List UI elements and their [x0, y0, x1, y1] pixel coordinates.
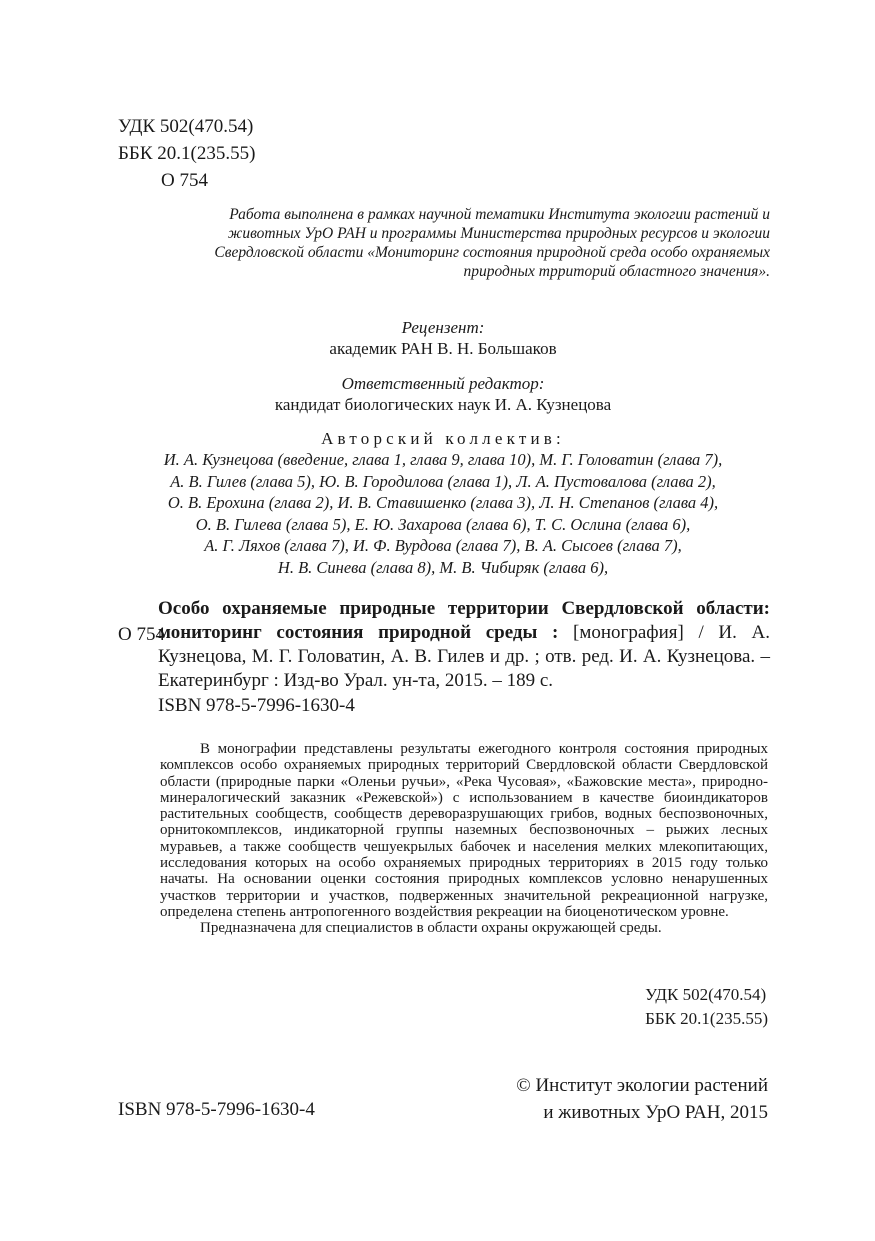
- author-line: О. В. Гилева (глава 5), Е. Ю. Захарова (глава 6), Т. С. Ослина (глава 6),: [195, 514, 691, 534]
- footer-isbn: ISBN 978-5-7996-1630-4: [118, 1099, 315, 1120]
- bibliographic-record: [118, 597, 770, 718]
- bib-entry: [158, 597, 770, 693]
- author-mark: О 754: [161, 170, 208, 191]
- bottom-bbk-code: ББК 20.1(235.55): [645, 1009, 768, 1028]
- reviewer-name: академик РАН В. Н. Большаков: [329, 339, 557, 358]
- abstract-paragraph: В монографии представлены результаты ежегодного контроля состояния природных комплексов особо охраняемых природных территорий Свердловской области Свердловской области (природные парки «Оленьи ручьи», «Река Чусовая», «Бажовские места», природно-минералогический заказник «Режевской») с использованием в качестве биоиндикаторов растительных сообществ, сообществ дереворазрушающих грибов, водных беспозвоночных, орнитокомплексов, индикаторной группы наземных беспозвоночных – рыжих лесных муравьев, а также сообществ чешуекрылых бабочек и населения мелких млекопитающих, исследования которых на особо охраняемых природных территориях в 2015 году только начаты. На основании оценки состояния природных комплексов условно ненарушенных участков территории и участков, подверженных значительной рекреационной нагрузке, определена степень антропогенного воздействия рекреации на биоценотическом уровне.: [160, 741, 768, 920]
- reviewer-block: [118, 317, 768, 359]
- author-line: О. В. Ерохина (глава 2), И. В. Ставишенко (глава 3), Л. Н. Степанов (глава 4),: [167, 493, 719, 512]
- classification-block: [118, 113, 255, 194]
- funding-note: Работа выполнена в рамках научной тематики Института экологии растений и животных УрО РАН и программы Министерства природных ресурсов и экологии Свердловской области «Мониторинг состояния природной среда особо охраняемых природных трриторий областного значения».: [214, 206, 770, 280]
- bib-isbn: ISBN 978-5-7996-1630-4: [158, 695, 355, 716]
- author-line: Н. В. Синева (глава 8), М. В. Чибиряк (глава 6),: [277, 557, 609, 577]
- bib-title: Особо охраняемые природные территории Свердловской области: мониторинг состояния природной среды :: [158, 598, 770, 643]
- authors-collective: [118, 428, 768, 578]
- abstract: [160, 741, 768, 937]
- reviewer-label: Рецензент:: [401, 318, 485, 337]
- bbk-code: ББК 20.1(235.55): [118, 143, 256, 164]
- author-line: А. В. Гилев (глава 5), Ю. В. Городилова (глава 1), Л. А. Пустовалова (глава 2),: [170, 471, 716, 491]
- author-line: И. А. Кузнецова (введение, глава 1, глава 9, глава 10), М. Г. Головатин (глава 7),: [163, 450, 723, 469]
- bib-author-mark: О 754: [118, 624, 165, 645]
- udk-code: УДК 502(470.54): [118, 116, 254, 137]
- editor-label: Ответственный редактор:: [341, 374, 545, 393]
- author-list: [118, 449, 768, 578]
- abstract-paragraph: Предназначена для специалистов в области охраны окружающей среды.: [200, 920, 662, 937]
- bib-details: [монография] / И. А. Кузнецова, М. Г. Головатин, А. В. Гилев и др. ; отв. ред. И. А. Кузнецова. – Екатеринбург : Изд-во Урал. ун-та, 2015. – 189 с.: [158, 622, 770, 691]
- copyright-line: и животных УрО РАН, 2015: [543, 1102, 768, 1123]
- author-line: А. Г. Ляхов (глава 7), И. Ф. Вурдова (глава 7), В. А. Сысоев (глава 7),: [204, 536, 682, 555]
- collective-heading: Авторский коллектив:: [321, 429, 565, 448]
- bottom-classification: [645, 983, 768, 1031]
- editor-name: кандидат биологических наук И. А. Кузнецова: [274, 395, 612, 414]
- bottom-udk-code: УДК 502(470.54): [645, 985, 767, 1004]
- copyright-line: © Институт экологии растений: [516, 1075, 768, 1096]
- copyright-notice: [516, 1072, 768, 1126]
- editor-block: [118, 373, 768, 415]
